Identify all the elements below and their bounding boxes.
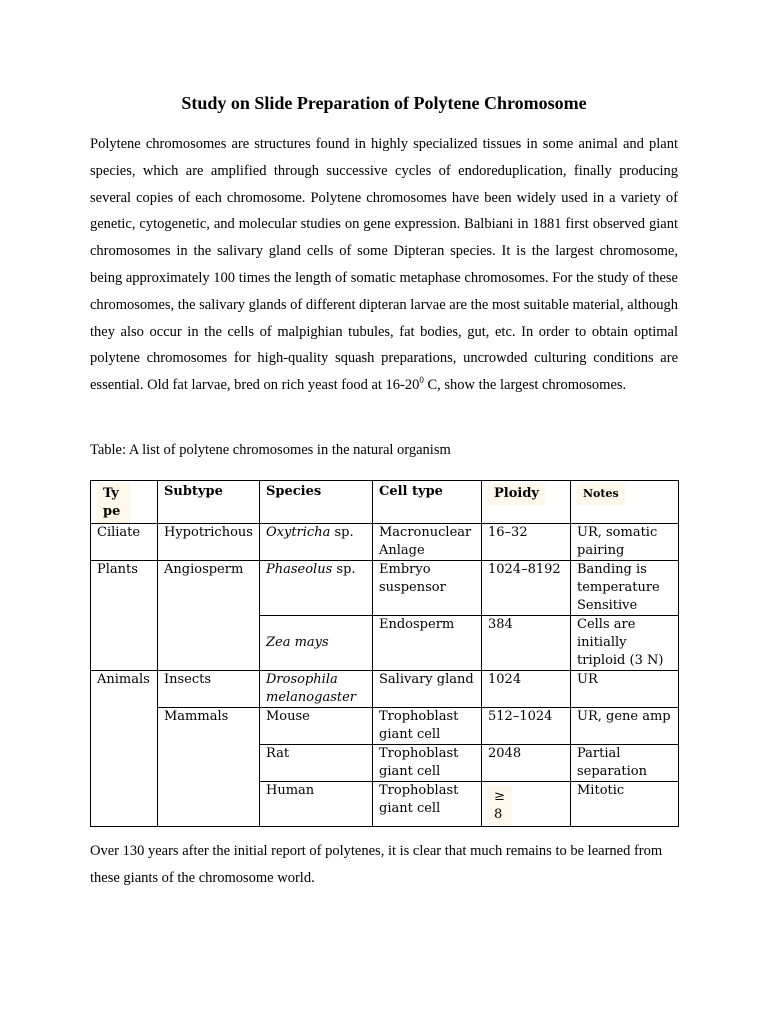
cell-species: Mouse [260, 708, 373, 745]
cell-ploidy: 1024–8192 [482, 561, 571, 616]
table-row-plants-1 [91, 561, 679, 616]
cell-species: Rat [260, 745, 373, 782]
cell-notes: Banding is temperature Sensitive [571, 561, 679, 616]
cell-notes: Partial separation [571, 745, 679, 782]
table-header-row [91, 481, 679, 524]
cell-cell-type: Trophoblast giant cell [373, 745, 482, 782]
table-row-mammals-mouse [91, 708, 679, 745]
cell-subtype: Mammals [158, 708, 260, 827]
header-ploidy-label: Ploidy [488, 483, 545, 505]
cell-type: Plants [91, 561, 158, 671]
species-name: Phaseolus [266, 562, 333, 577]
cell-ploidy: 16–32 [482, 524, 571, 561]
cell-notes: Cells are initially triploid (3 N) [571, 616, 679, 671]
cell-notes: UR, somatic pairing [571, 524, 679, 561]
cell-ploidy: 384 [482, 616, 571, 671]
cell-subtype: Angiosperm [158, 561, 260, 671]
cell-cell-type: Salivary gland [373, 671, 482, 708]
closing-paragraph: Over 130 years after the initial report of polytenes, it is clear that much remains to be learned from these giants of the chromosome world. [90, 843, 663, 886]
cell-species [260, 524, 373, 561]
header-type-label: Type [97, 483, 131, 523]
cell-species: Human [260, 782, 373, 827]
cell-cell-type: Trophoblast giant cell [373, 708, 482, 745]
intro-paragraph [90, 131, 678, 399]
header-ploidy [482, 481, 571, 524]
header-cell-type: Cell type [373, 481, 482, 524]
intro-text: Polytene chromosomes are structures found in highly specialized tissues in some animal and plant species, which are amplified through successive cycles of endoreduplication, finally producing several copies of each chromosome. Polytene chromosomes have been widely used in a variety of genetic, cytogenetic, and molecular studies on gene expression. Balbiani in 1881 first observed giant chromosomes in the salivary gland cells of some Dipteran species. It is the largest chromosome, being approximately 100 times the length of somatic metaphase chromosomes. For the study of these chromosomes, the salivary glands of different dipteran larvae are the most suitable material, although they also occur in the cells of malpighian tubules, fat bodies, gut, etc. In order to obtain optimal polytene chromosomes for high-quality squash preparations, uncrowded culturing conditions are essential. Old fat larvae, bred on rich yeast food at 16-20 [90, 136, 679, 394]
cell-notes: Mitotic [571, 782, 679, 827]
cell-notes: UR, gene amp [571, 708, 679, 745]
cell-ploidy [482, 782, 571, 827]
cell-cell-type: Trophoblast giant cell [373, 782, 482, 827]
species-suffix: sp. [332, 562, 356, 577]
cell-cell-type: Endosperm [373, 616, 482, 671]
cell-ploidy: 512–1024 [482, 708, 571, 745]
header-subtype: Subtype [158, 481, 260, 524]
header-species: Species [260, 481, 373, 524]
cell-subtype: Hypotrichous [158, 524, 260, 561]
header-notes [571, 481, 679, 524]
cell-subtype: Insects [158, 671, 260, 708]
page-title: Study on Slide Preparation of Polytene Chromosome [181, 93, 587, 113]
cell-cell-type: Embryo suspensor [373, 561, 482, 616]
cell-ploidy: 1024 [482, 671, 571, 708]
table-caption: Table: A list of polytene chromosomes in the natural organism [90, 442, 451, 458]
cell-notes: UR [571, 671, 679, 708]
table-row-animals-insects [91, 671, 679, 708]
species-name: Zea mays [266, 635, 329, 650]
polytene-table [90, 480, 679, 827]
cell-type: Animals [91, 671, 158, 827]
header-notes-label: Notes [577, 483, 625, 505]
cell-ploidy: 2048 [482, 745, 571, 782]
header-type [91, 481, 158, 524]
species-name: Drosophila melanogaster [266, 672, 357, 705]
cell-cell-type: Macronuclear Anlage [373, 524, 482, 561]
cell-species [260, 561, 373, 616]
intro-text-end: C, show the largest chromosomes. [423, 377, 627, 394]
table-row-ciliate [91, 524, 679, 561]
degree-superscript: 0 [419, 375, 424, 386]
species-suffix: sp. [330, 525, 354, 540]
ploidy-value: ≥ 8 [488, 786, 512, 826]
species-name: Oxytricha [266, 525, 331, 540]
cell-type: Ciliate [91, 524, 158, 561]
cell-species [260, 616, 373, 671]
cell-species [260, 671, 373, 708]
